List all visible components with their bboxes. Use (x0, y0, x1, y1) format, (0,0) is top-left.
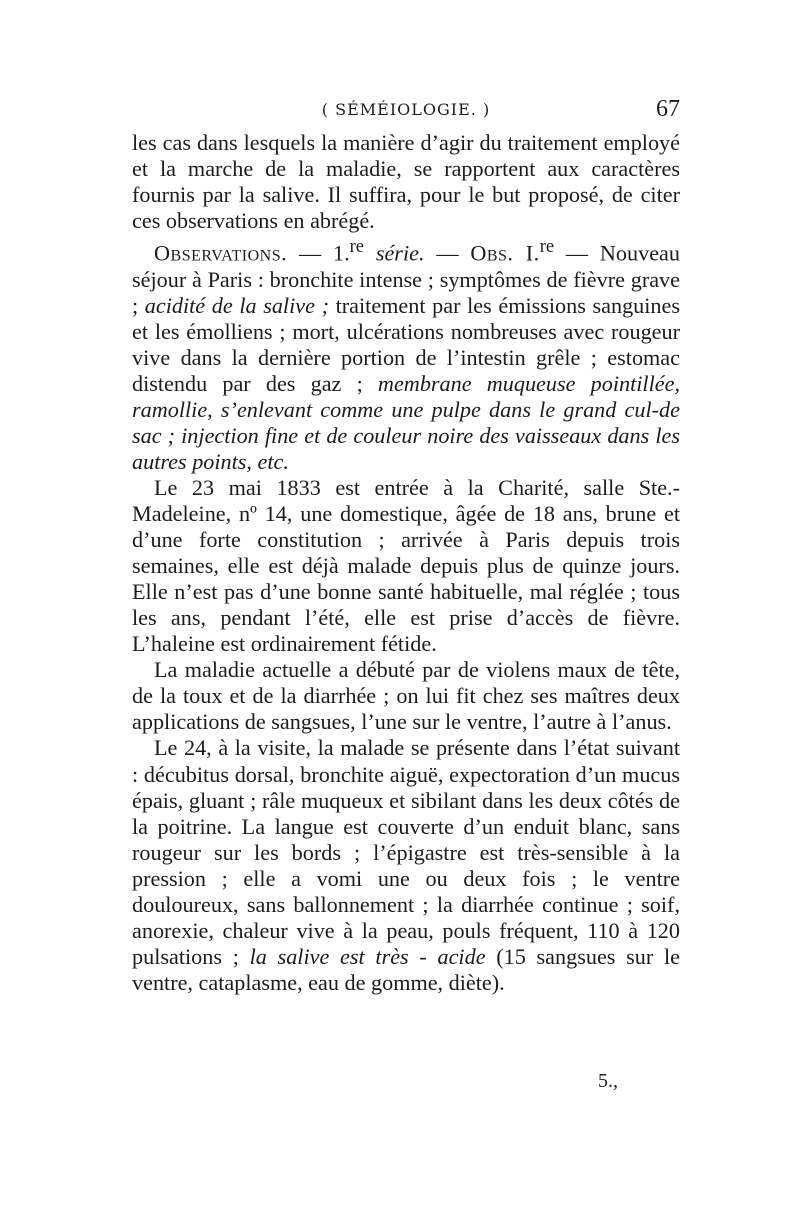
paragraph-illness-onset: La maladie actuelle a débuté par de violens maux de tête, de la toux et de la diarrhée ; on lui fit chez ses maîtres deux applications de sangsues, l’une sur le ventre, l’autre à l’anus. (132, 657, 680, 735)
dash: — (424, 240, 471, 266)
visit-text-continued: (15 sangsues sur le ventre, cataplasme, eau de gomme, diète). (132, 943, 680, 995)
body-text (132, 130, 680, 996)
obs-label: Obs. I. (470, 240, 540, 266)
series-label: série. (364, 240, 425, 266)
observation-summary-continued: traitement par les émissions sanguines et les émolliens ; mort, ulcérations nombreuses avec rougeur vive dans la dernière portion de l’intestin grêle ; estomac distendu par des gaz ; (132, 292, 680, 396)
visit-text: Le 24, à la visite, la malade se présente dans l’état suivant : décubitus dorsal, bronchite aiguë, expectoration d’un mucus épais, gluant ; râle muqueux et sibilant dans les deux côtés de la poitrine. La langue est couverte d’un enduit blanc, sans rougeur sur les bords ; l’épigastre est très-sensible à la pression ; elle a vomi une ou deux fois ; le ventre douloureux, sans ballonnement ; la diarrhée continue ; soif, anorexie, chaleur vive à la peau, pouls fréquent, 110 à 120 pulsations ; (132, 735, 680, 969)
paragraph-admission: Le 23 mai 1833 est entrée à la Charité, salle Ste.-Madeleine, nº 14, une domestique, âgée de 18 ans, brune et d’une forte constitution ; arrivée à Paris depuis trois semaines, elle est déjà malade depuis plus de quinze jours. Elle n’est pas d’une bonne santé habituelle, mal réglée ; tous les ans, pendant l’été, elle est prise d’accès de fièvre. L’haleine est ordinairement fétide. (132, 475, 680, 657)
signature-mark: 5., (598, 1070, 618, 1092)
paragraph-observations (132, 234, 680, 475)
paragraph-visit (132, 735, 680, 995)
paragraph-continuation: les cas dans lesquels la manière d’agir du traitement employé et la marche de la maladie, se rapportent aux caractères fournis par la salive. Il suffira, pour le but proposé, de citer ces observations en abrégé. (132, 130, 680, 234)
page-number: 67 (656, 96, 680, 122)
visit-italic-saliva: la salive est très - acide (249, 943, 486, 969)
observation-summary: — Nouveau séjour à Paris : bronchite intense ; symptômes de fièvre grave ; (132, 240, 680, 318)
observation-italic-membrane: membrane muqueuse pointillée, ramollie, s’enlevant comme une pulpe dans le grand cul-de sac ; injection fine et de couleur noire des vaisseaux dans les autres points, etc. (132, 370, 681, 474)
dash: — (287, 240, 333, 266)
obs-superscript: re (539, 237, 555, 258)
running-title: ( SÉMÉIOLOGIE. ) (321, 100, 491, 119)
observation-italic-acidity: acidité de la salive ; (144, 292, 329, 318)
series-number: 1. (333, 240, 350, 266)
series-superscript: re (349, 237, 365, 258)
observations-heading: Observations. (154, 240, 288, 266)
running-head (132, 96, 680, 130)
